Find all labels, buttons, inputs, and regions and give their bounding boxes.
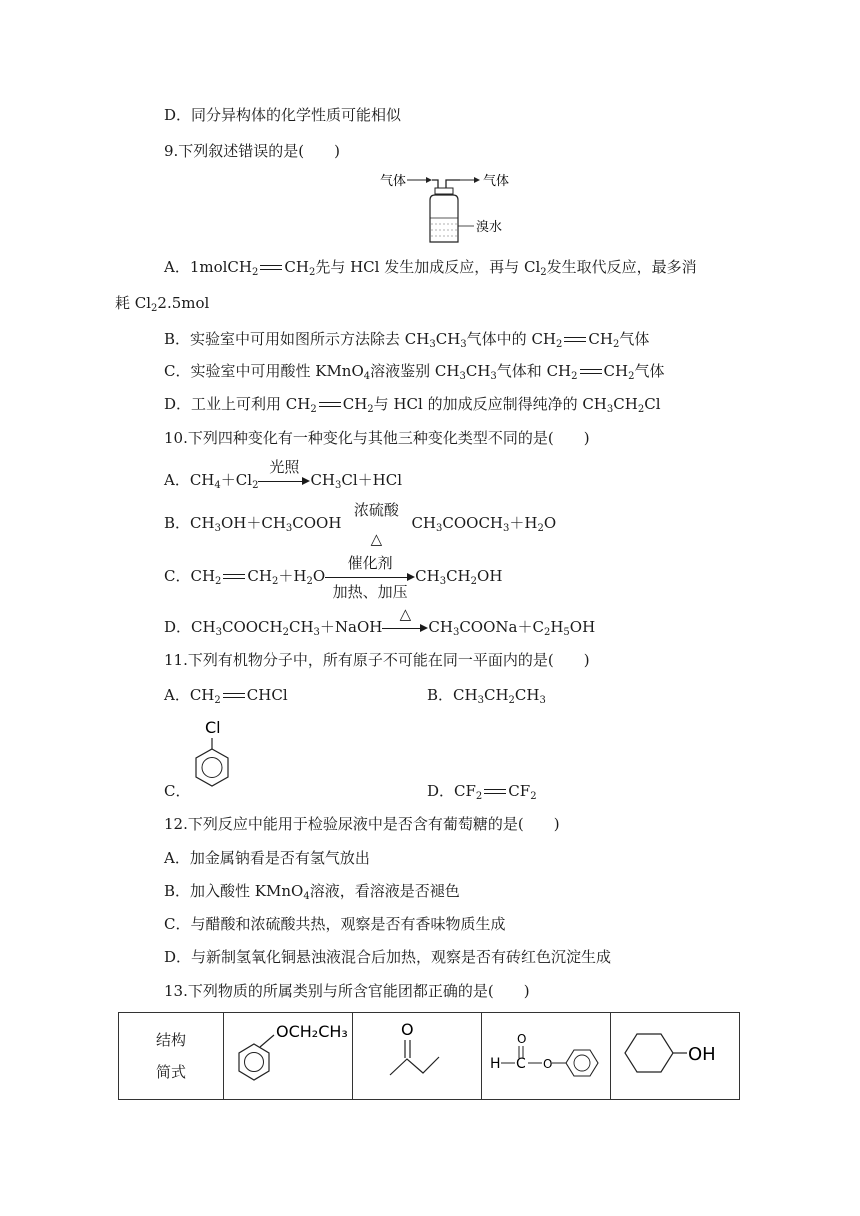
q10-option-c: C．$CH_2$ $CH_2+H_2O$ 催化剂 加热、加压 $CH_3CH_2OH$ xyxy=(164,554,503,601)
q12-stem: 12.下列反应中能用于检验尿液中是否含有葡萄糖的是( ) xyxy=(164,815,560,833)
hydroxyl-label: OH xyxy=(688,1044,716,1065)
q12-option-b: B．加入酸性 KMnO$_4$溶液，看溶液是否褪色 xyxy=(164,882,460,902)
structure-phenetole xyxy=(224,1013,353,1100)
q10-stem: 10.下列四种变化有一种变化与其他三种变化类型不同的是( ) xyxy=(164,429,590,447)
reaction-arrow: 光照 xyxy=(258,476,310,486)
q11-option-b: B．$CH_3CH_2CH_3$ xyxy=(427,686,546,706)
q10-option-b: B．$CH_3OH+CH_3COOH$ 浓硫酸 △ $CH_3COOCH_3+H_2O$ xyxy=(164,501,557,548)
q9-option-d: D．工业上可利用 $CH_2$ $CH_2$与 HCl 的加成反应制得纯净的 $CH_3CH_2Cl$ xyxy=(164,395,661,415)
q9-option-c: C．实验室中可用酸性 KMnO$_4$溶液鉴别 $CH_3CH_3$气体和 $CH_2$ $CH_2$气体 xyxy=(164,362,665,382)
q9-gas-in-label: 气体 xyxy=(380,174,407,189)
q9-stem: 9.下列叙述错误的是( ) xyxy=(164,142,341,160)
q10-option-a: A．$CH_4+Cl_2$ 光照 $CH_3Cl+HCl$ xyxy=(164,458,403,491)
q9-option-a-cont: 耗 $Cl_22.5mol$ xyxy=(115,294,210,314)
q9-gas-out-label: 气体 xyxy=(483,174,510,189)
q9-option-b: B．实验室中可用如图所示方法除去 $CH_3CH_3$气体中的 $CH_2$ $CH_2$气体 xyxy=(164,330,650,350)
q10-option-d: D．$CH_3COOCH_2CH_3+NaOH$ △ $CH_3COONa+C_2H_5OH$ xyxy=(164,605,596,638)
q12-option-d: D．与新制氢氧化铜悬浊液混合后加热，观察是否有砖红色沉淀生成 xyxy=(164,948,612,966)
q12-option-c: C．与醋酸和浓硫酸共热，观察是否有香味物质生成 xyxy=(164,915,506,933)
formyl-hydrogen-label: H xyxy=(490,1056,501,1072)
table-header-cell: 结构 简式 xyxy=(119,1013,224,1100)
carbonyl-carbon-label: C xyxy=(516,1056,526,1072)
structure-cyclohexanol xyxy=(611,1013,740,1100)
ketone-oxygen-label: O xyxy=(401,1020,414,1039)
q11-stem: 11.下列有机物分子中，所有原子不可能在同一平面内的是( ) xyxy=(164,651,590,669)
q11-option-a: A．$CH_2$ CHCl xyxy=(164,686,288,706)
q9-option-a: A．1molCH$_2$ $CH_2$先与 HCl 发生加成反应，再与 $Cl_2$发生取代反应，最多消 xyxy=(164,258,697,278)
structure-butanone xyxy=(353,1013,482,1100)
q11-option-c: C． xyxy=(164,782,191,800)
reaction-arrow: △ xyxy=(382,623,428,633)
q11-option-d: D．$CF_2$ $CF_2$ xyxy=(427,782,537,802)
q12-option-a: A．加金属钠看是否有氢气放出 xyxy=(164,849,370,867)
reaction-condition-reversible: 浓硫酸 △ xyxy=(353,501,399,548)
ethoxy-label: OCH₂CH₃ xyxy=(276,1022,348,1041)
q9-bromine-water-label: 溴水 xyxy=(476,220,503,235)
ester-oxygen-label: O xyxy=(543,1057,553,1071)
structure-phenyl-formate xyxy=(482,1013,611,1100)
q9-gas-wash-bottle-figure xyxy=(380,168,520,248)
chlorine-label: Cl xyxy=(205,718,221,737)
q8-option-d: D．同分异构体的化学性质可能相似 xyxy=(164,106,402,124)
q13-structure-table xyxy=(118,1012,740,1100)
chlorobenzene-structure xyxy=(188,716,238,794)
q13-stem: 13.下列物质的所属类别与所含官能团都正确的是( ) xyxy=(164,982,530,1000)
formyl-oxygen-label: O xyxy=(517,1032,527,1046)
reaction-arrow: 催化剂 加热、加压 xyxy=(325,572,415,582)
